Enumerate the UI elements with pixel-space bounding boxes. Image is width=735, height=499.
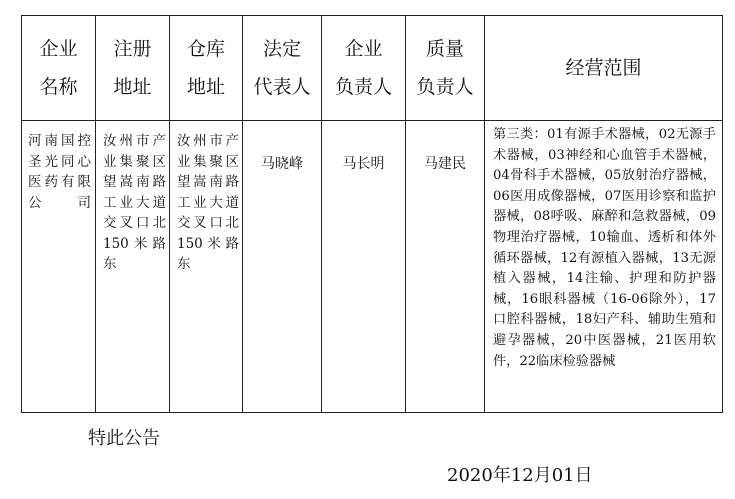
header-legal-representative: 法定 代表人 xyxy=(243,16,322,121)
legal-representative-cell: 马晓峰 xyxy=(243,121,322,413)
enterprise-head-cell: 马长明 xyxy=(322,121,406,413)
company-name-cell: 河南国控圣光同心医药有限公司 xyxy=(22,121,96,413)
header-business-scope: 经营范围 xyxy=(485,16,723,121)
quality-head-cell: 马建民 xyxy=(406,121,485,413)
header-warehouse-address: 仓库 地址 xyxy=(170,16,243,121)
warehouse-address-cell: 汝州市产业集聚区望嵩南路工业大道交叉口北150米路东 xyxy=(170,121,243,413)
license-table xyxy=(21,15,723,413)
header-registered-address: 注册 地址 xyxy=(96,16,170,121)
notice-date: 2020年12月01日 xyxy=(447,465,593,486)
notice-text: 特此公告 xyxy=(88,428,160,449)
table-row xyxy=(22,121,723,413)
header-quality-head: 质量 负责人 xyxy=(406,16,485,121)
registered-address-cell: 汝州市产业集聚区望嵩南路工业大道交叉口北150米路东 xyxy=(96,121,170,413)
business-scope-cell: 第三类：01有源手术器械，02无源手术器械，03神经和心血管手术器械，04骨科手术器械，05放射治疗器械，06医用成像器械，07医用诊察和监护器械，08呼吸、麻醉和急救器械，09物理治疗器械，10输血、透析和体外循环器械，12有源植入器械，13无源植入器械，14注输、护理和防护器械，16眼科器械（16-06除外），17口腔科器械，18妇产科、辅助生殖和避孕器械，20中医器械，21医用软件，22临床检验器械 xyxy=(485,121,723,413)
header-company-name: 企业 名称 xyxy=(22,16,96,121)
header-row xyxy=(22,16,723,121)
header-enterprise-head: 企业 负责人 xyxy=(322,16,406,121)
